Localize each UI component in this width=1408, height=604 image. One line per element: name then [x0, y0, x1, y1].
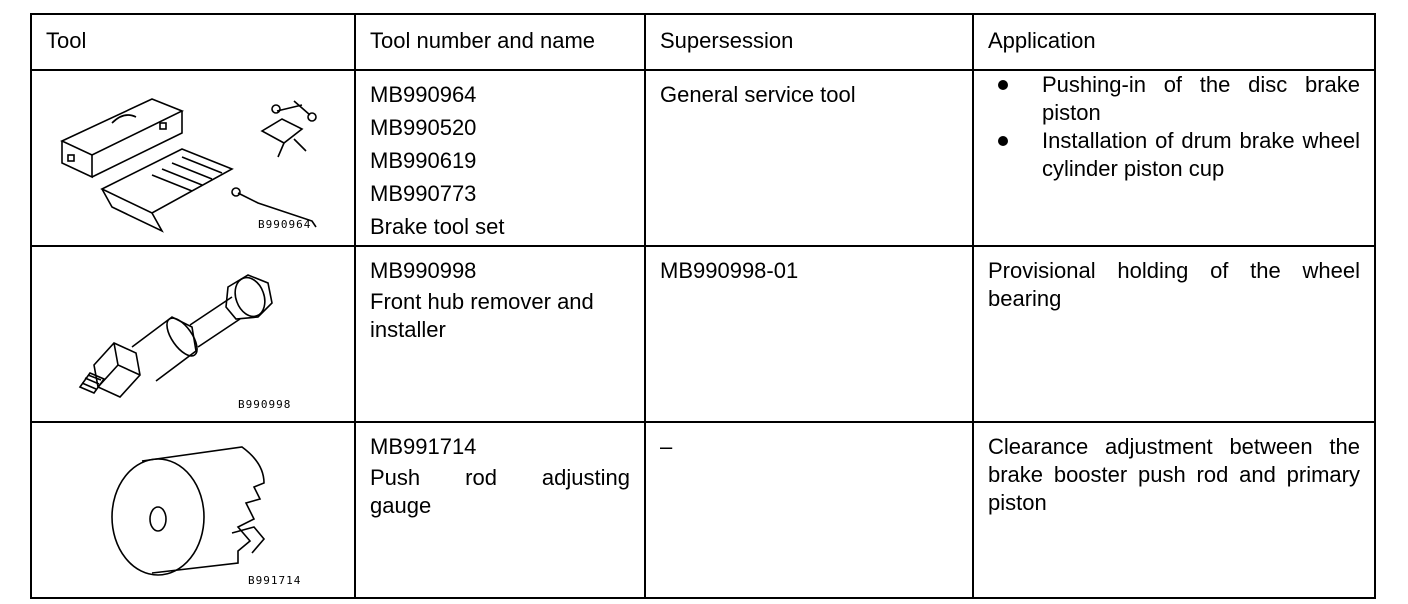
- bullet-icon: [998, 136, 1008, 146]
- tool-number: MB991714: [370, 434, 477, 459]
- table-row: [31, 70, 1375, 246]
- table-header-row: [31, 14, 1375, 70]
- tool-image-cell: [31, 70, 355, 246]
- header-number-name: Tool number and name: [370, 28, 596, 53]
- tool-number: MB990520: [370, 115, 477, 140]
- header-application: Application: [988, 28, 1096, 53]
- tool-number: MB990964: [370, 82, 477, 107]
- tool-name: Front hub remover and: [370, 289, 594, 314]
- application-cell: [973, 70, 1375, 246]
- bullet-icon: [998, 80, 1008, 90]
- tool-number: MB990998: [370, 258, 477, 283]
- application-cell: [973, 246, 1375, 422]
- tool-name: Brake tool set: [370, 214, 505, 239]
- header-cell-supersession: [645, 14, 973, 70]
- tool-number-cell: [355, 422, 645, 598]
- tool-image-cell: [31, 422, 355, 598]
- special-tools-table: [30, 13, 1376, 599]
- tool-image-code: B990964: [258, 218, 312, 231]
- supersession-cell: [645, 70, 973, 246]
- header-supersession: Supersession: [660, 28, 794, 53]
- tool-image-code: B991714: [248, 574, 302, 587]
- header-cell-tool: [31, 14, 355, 70]
- application-text: Installation of drum brake wheel cylinder piston cup: [1042, 128, 1360, 181]
- application-text: Clearance adjustment between the brake booster push rod and primary piston: [988, 434, 1360, 515]
- tool-number-cell: [355, 70, 645, 246]
- table-row: [31, 422, 1375, 598]
- tool-image-cell: [31, 246, 355, 422]
- tool-number: MB990619: [370, 148, 477, 173]
- tool-name: installer: [370, 317, 446, 342]
- application-text: Provisional holding of the wheel bearing: [988, 258, 1360, 311]
- application-text: Pushing-in of the disc brake piston: [1042, 72, 1360, 125]
- application-bullet: [992, 127, 1360, 183]
- application-cell: [973, 422, 1375, 598]
- table-row: [31, 246, 1375, 422]
- front-hub-remover-icon: [32, 247, 354, 421]
- tool-number-cell: [355, 246, 645, 422]
- supersession-value: MB990998-01: [660, 258, 799, 283]
- header-cell-application: [973, 14, 1375, 70]
- supersession-value: General service tool: [660, 82, 856, 107]
- application-bullet: [992, 71, 1360, 127]
- header-tool: Tool: [46, 28, 87, 53]
- tool-number: MB990773: [370, 181, 477, 206]
- tool-name: Push rod adjusting: [370, 465, 630, 490]
- supersession-cell: [645, 422, 973, 598]
- supersession-cell: [645, 246, 973, 422]
- push-rod-gauge-icon: [32, 423, 354, 597]
- header-cell-number-name: [355, 14, 645, 70]
- supersession-value: –: [660, 434, 673, 459]
- tool-name: gauge: [370, 493, 432, 518]
- tool-image-code: B990998: [238, 398, 292, 411]
